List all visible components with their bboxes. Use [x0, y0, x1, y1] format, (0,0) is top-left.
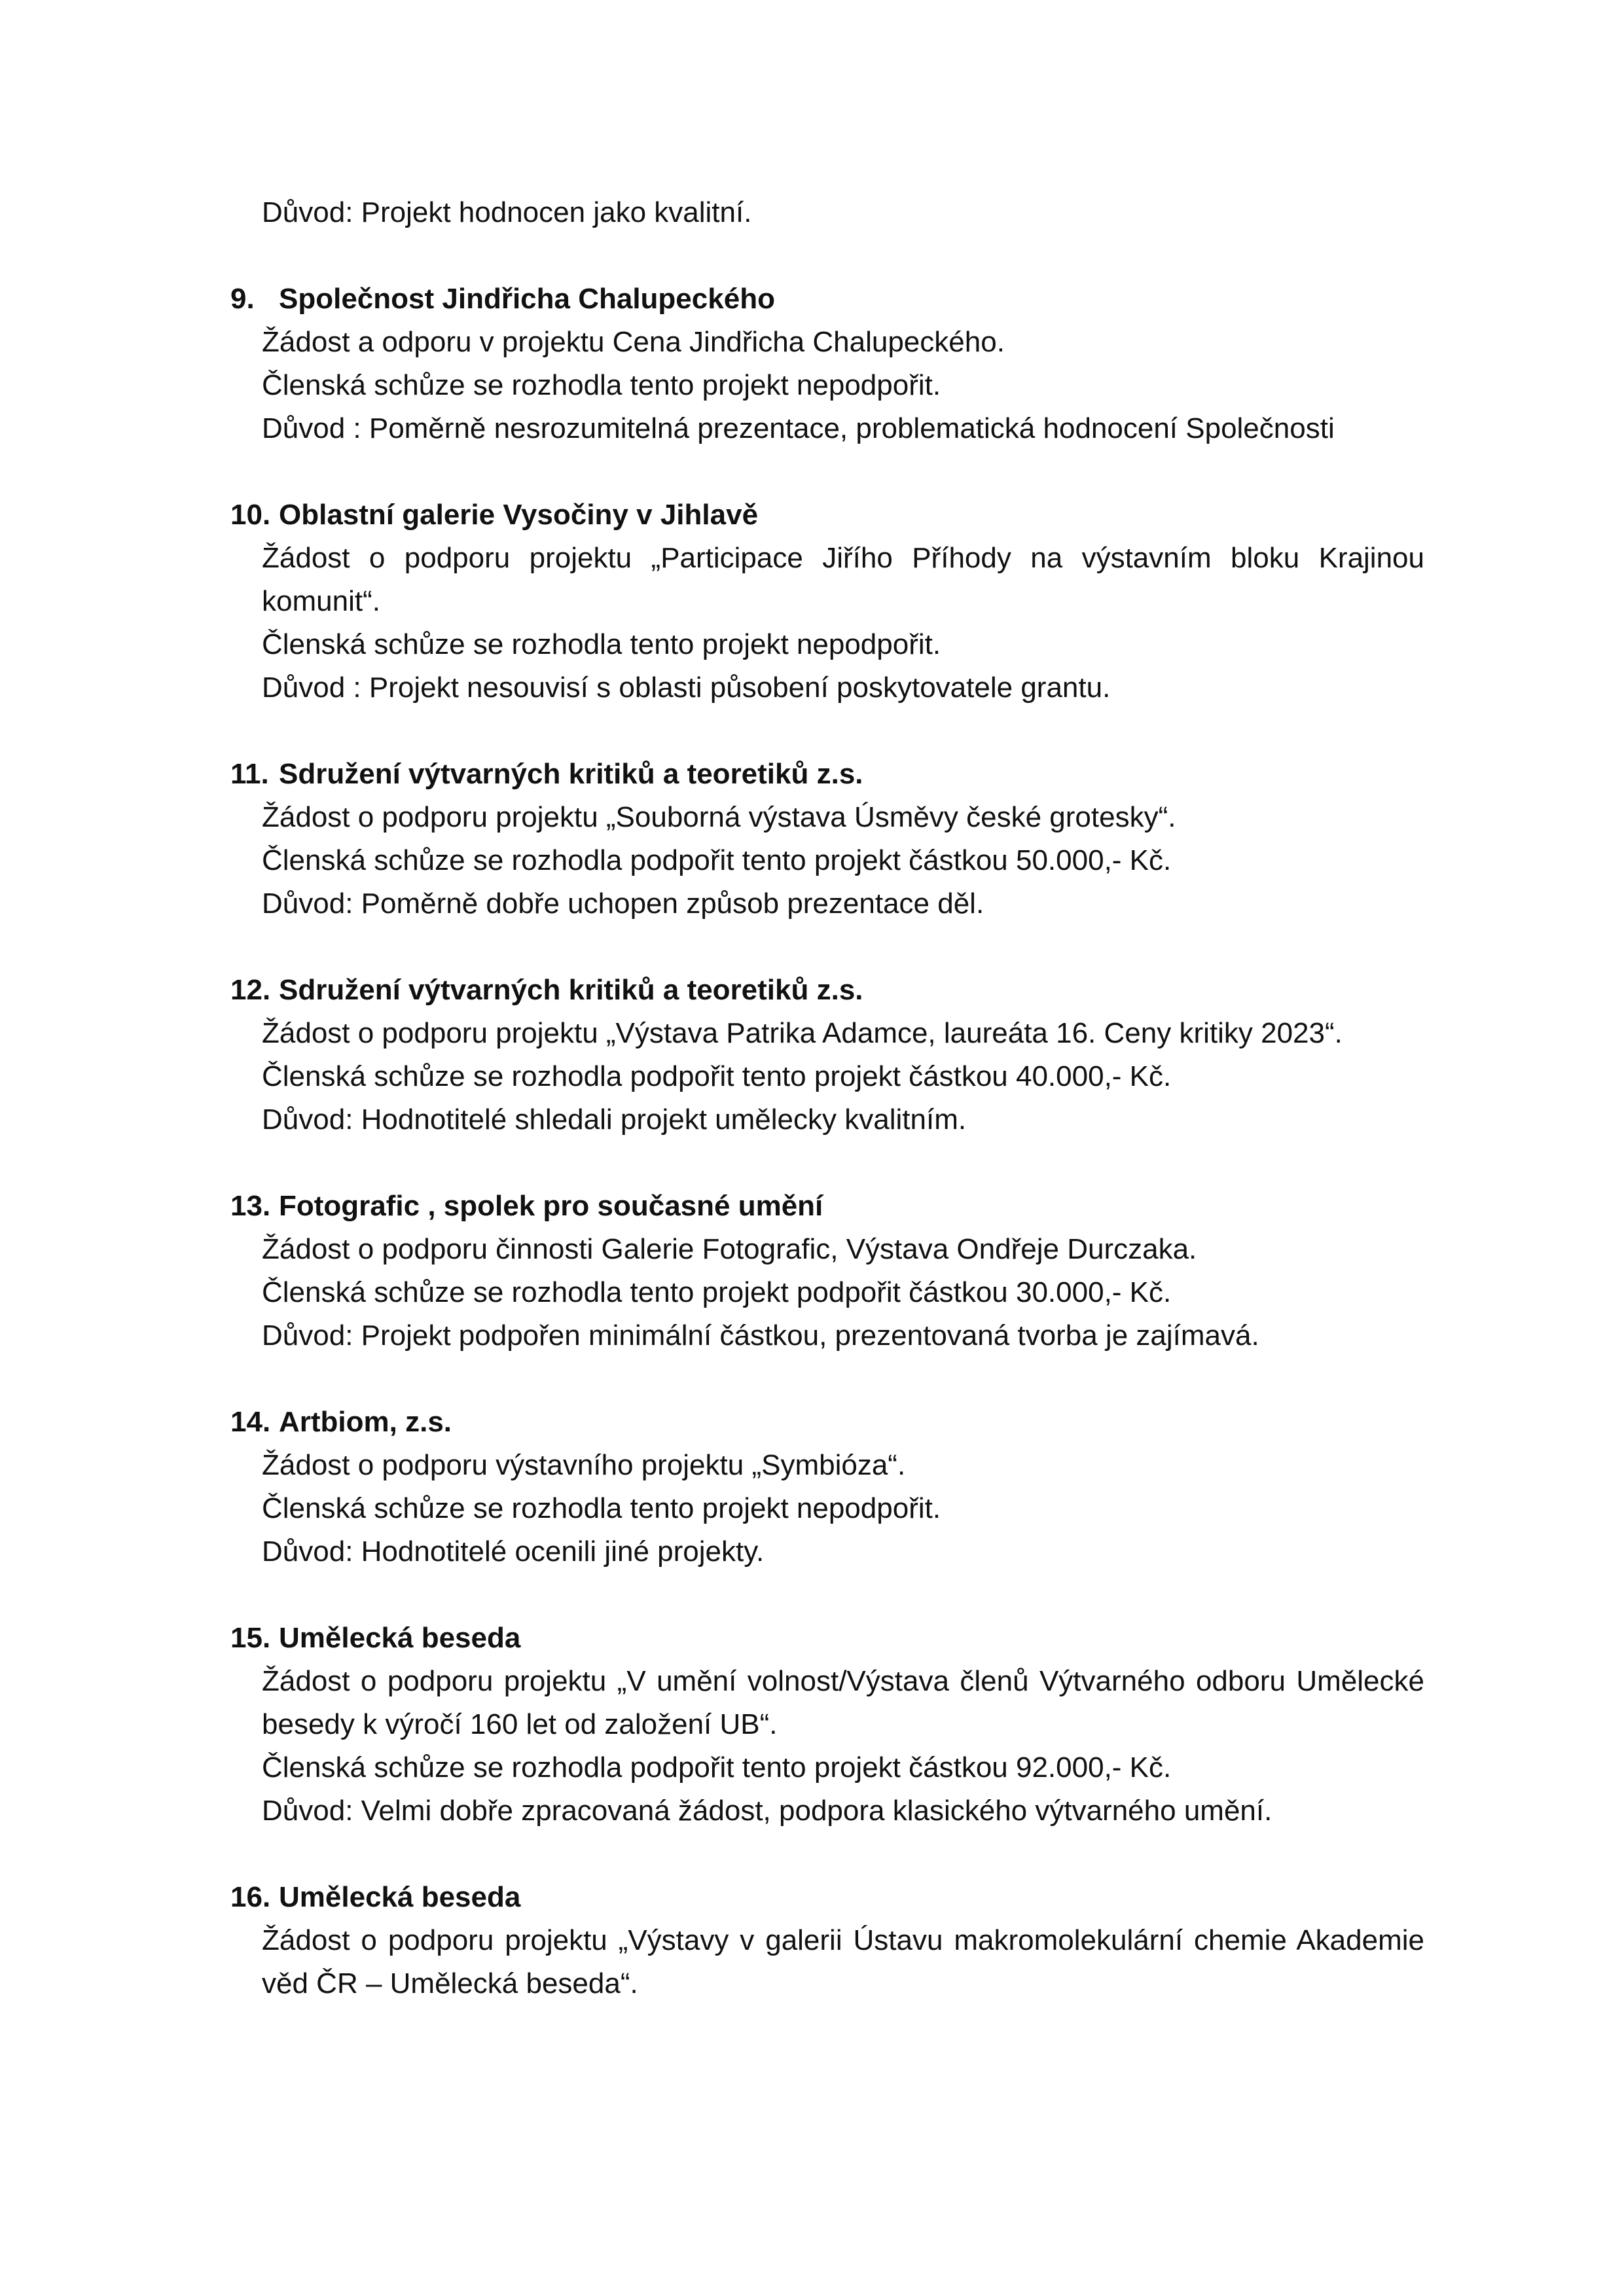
item-body [230, 1444, 1424, 1573]
item-title: Fotografic , spolek pro současné umění [279, 1190, 823, 1222]
grant-item [230, 753, 1424, 925]
item-body [230, 1228, 1424, 1357]
item-title: Umělecká beseda [279, 1622, 521, 1654]
item-decision: Členská schůze se rozhodla tento projekt nepodpořit. [262, 1492, 941, 1524]
item-body [230, 796, 1424, 925]
item-request: Žádost o podporu projektu „Participace Jiřího Příhody na výstavním bloku Krajinou komunit“. [262, 542, 1424, 617]
item-heading [230, 493, 1424, 537]
item-number: 10. [230, 499, 271, 531]
item-request: Žádost o podporu projektu „Souborná výstava Úsměvy české grotesky“. [262, 801, 1176, 833]
item-title: Umělecká beseda [279, 1881, 521, 1913]
item-reason: Důvod: Hodnotitelé ocenili jiné projekty. [262, 1535, 765, 1568]
item-title: Oblastní galerie Vysočiny v Jihlavě [279, 499, 759, 531]
item-heading [230, 1401, 1424, 1444]
grant-item [230, 969, 1424, 1141]
item-reason: Důvod: Poměrně dobře uchopen způsob prezentace děl. [262, 888, 984, 920]
item-title: Společnost Jindřicha Chalupeckého [279, 283, 775, 315]
item-reason: Důvod: Hodnotitelé shledali projekt umělecky kvalitním. [262, 1103, 967, 1136]
grant-item [230, 493, 1424, 709]
grant-item [230, 1617, 1424, 1833]
item-title: Artbiom, z.s. [279, 1406, 452, 1438]
item-decision: Členská schůze se rozhodla podpořit tento projekt částkou 92.000,- Kč. [262, 1751, 1172, 1784]
item-decision: Členská schůze se rozhodla podpořit tento projekt částkou 40.000,- Kč. [262, 1060, 1172, 1092]
item-heading [230, 753, 1424, 796]
item-request: Žádost a odporu v projektu Cena Jindřicha Chalupeckého. [262, 326, 1005, 358]
item-body [230, 537, 1424, 709]
item-body [230, 1012, 1424, 1141]
grant-item [230, 278, 1424, 450]
grant-item [230, 1876, 1424, 2005]
item-reason: Důvod: Projekt podpořen minimální částkou, prezentovaná tvorba je zajímavá. [262, 1319, 1259, 1352]
item-heading [230, 1617, 1424, 1660]
item-decision: Členská schůze se rozhodla podpořit tento projekt částkou 50.000,- Kč. [262, 844, 1172, 876]
item-body [230, 1919, 1424, 2005]
item-heading [230, 278, 1424, 321]
item-heading [230, 1185, 1424, 1228]
document-content [230, 191, 1424, 2005]
item-reason: Důvod: Velmi dobře zpracovaná žádost, podpora klasického výtvarného umění. [262, 1795, 1272, 1827]
item-request: Žádost o podporu činnosti Galerie Fotografic, Výstava Ondřeje Durczaka. [262, 1233, 1197, 1265]
item-heading [230, 1876, 1424, 1919]
item-reason: Důvod : Poměrně nesrozumitelná prezentace, problematická hodnocení Společnosti [262, 412, 1335, 444]
item-number: 15. [230, 1622, 271, 1654]
item-body [230, 1660, 1424, 1833]
item-request: Žádost o podporu výstavního projektu „Symbióza“. [262, 1449, 906, 1481]
item-request: Žádost o podporu projektu „Výstava Patrika Adamce, laureáta 16. Ceny kritiky 2023“. [262, 1017, 1343, 1049]
item-number: 9. [230, 283, 255, 315]
item-number: 16. [230, 1881, 271, 1913]
grant-item [230, 1401, 1424, 1573]
item-number: 14. [230, 1406, 271, 1438]
item-heading [230, 969, 1424, 1012]
lead-reason: Důvod: Projekt hodnocen jako kvalitní. [262, 196, 752, 228]
item-number: 13. [230, 1190, 271, 1222]
item-decision: Členská schůze se rozhodla tento projekt nepodpořit. [262, 628, 941, 660]
item-request: Žádost o podporu projektu „V umění volnost/Výstava členů Výtvarného odboru Umělecké besedy k výročí 160 let od založení UB“. [262, 1665, 1424, 1740]
item-request: Žádost o podporu projektu „Výstavy v galerii Ústavu makromolekulární chemie Akademie věd ČR – Umělecká beseda“. [262, 1924, 1424, 2000]
item-body [230, 321, 1424, 450]
item-number: 11. [230, 758, 269, 790]
item-reason: Důvod : Projekt nesouvisí s oblasti působení poskytovatele grantu. [262, 672, 1111, 704]
item-number: 12. [230, 974, 271, 1006]
item-decision: Členská schůze se rozhodla tento projekt podpořit částkou 30.000,- Kč. [262, 1276, 1172, 1308]
grant-item [230, 1185, 1424, 1357]
item-title: Sdružení výtvarných kritiků a teoretiků z.s. [279, 758, 863, 790]
item-title: Sdružení výtvarných kritiků a teoretiků z.s. [279, 974, 863, 1006]
item-decision: Členská schůze se rozhodla tento projekt nepodpořit. [262, 369, 941, 401]
